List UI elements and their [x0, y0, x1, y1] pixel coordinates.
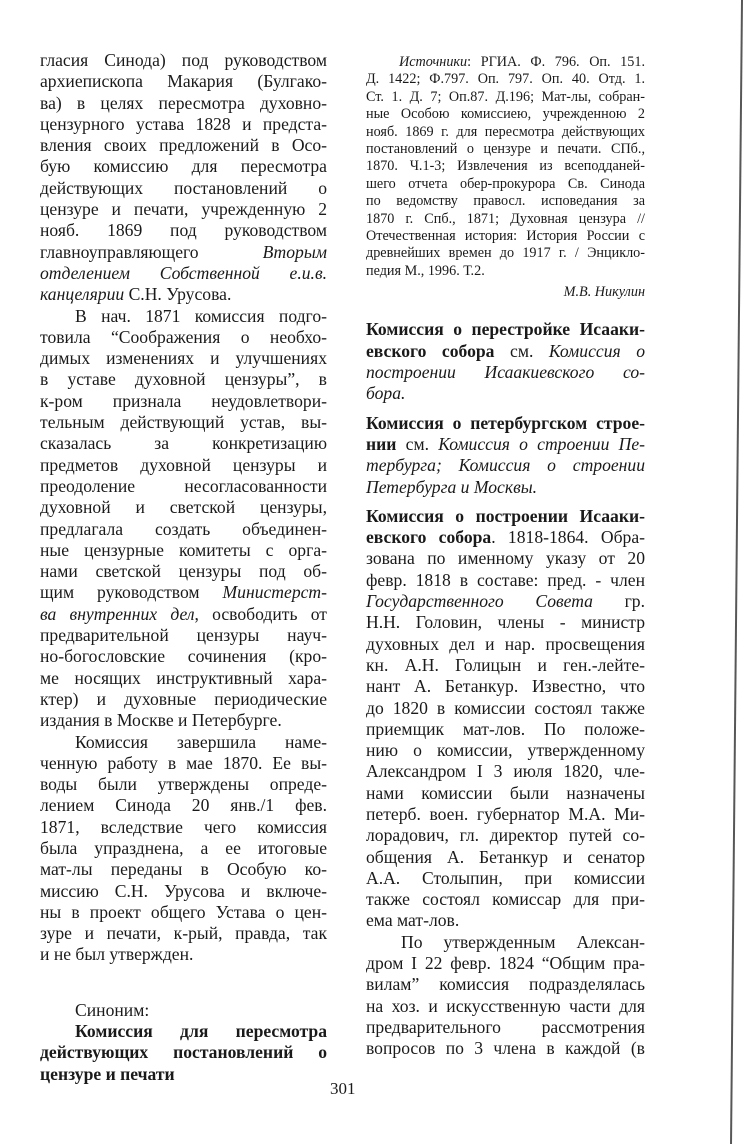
text-line: приемщик мат-лов. По положе- [366, 718, 645, 739]
cross-reference-link[interactable]: бора. [366, 383, 406, 404]
text-line: В нач. 1871 комиссия подго- [75, 305, 327, 326]
text-line [40, 284, 327, 305]
text-line: шего отчета обер-прокурора Св. Синода [366, 175, 645, 192]
text-line: По утвержденным Алексан- [401, 931, 645, 952]
cross-reference-link[interactable]: тербурга; Комиссия о строении [366, 455, 645, 476]
text-line: вилам” комиссия подразделялась [366, 974, 645, 995]
text-line: предлагала создать объединен- [40, 518, 327, 539]
text-line: нию о комиссии, утвержденному [366, 740, 645, 761]
cross-reference-link[interactable]: Комиссия о строении Пе- [438, 433, 645, 454]
text-line [40, 604, 327, 625]
entry-title: нии [366, 433, 397, 454]
text-line: также состоял комиссар для при- [366, 889, 645, 910]
cross-reference-link[interactable]: построении Исаакиевского со- [366, 362, 645, 383]
author-signature: М.В. Никулин [563, 284, 645, 301]
cross-reference-italic: Вторым [262, 241, 327, 262]
text-run: , освободить от [194, 603, 327, 624]
text-line: духовной и светской цензуры, [40, 497, 327, 518]
text-line: Ст. 1. Д. 7; Оп.87. Д.196; Мат-лы, собран- [366, 88, 645, 105]
text-line: издания в Москве и Петербурге. [40, 710, 282, 731]
text-line: димых изменениях и улучшениях [40, 348, 327, 369]
text-line: февр. 1818 в составе: пред. - член [366, 569, 645, 590]
sources-block [366, 54, 645, 301]
paragraph-completion [40, 732, 327, 966]
text-line: кн. А.Н. Голицын и ген.-лейте- [366, 654, 645, 675]
entry-title: евского собора [366, 340, 495, 361]
text-line: в уставе духовной цензуры”, в [40, 369, 327, 390]
text-line: миссию С.Н. Урусова и включе- [40, 880, 327, 901]
sources-label: Источники [399, 54, 468, 70]
cross-reference-italic: отделением Собственной е.и.в. [40, 262, 327, 283]
text-line: но-богословские сочинения (кро- [40, 646, 327, 667]
text-line: ва) в целях пересмотра духовно- [40, 92, 327, 113]
text-line: Александром I 3 июля 1820, чле- [366, 761, 645, 782]
text-line: общения А. Бетанкур и сенатор [366, 846, 645, 867]
scan-page-edge [730, 0, 743, 1144]
cross-reference-link[interactable]: Комиссия о [548, 340, 645, 361]
text-line: вопросов по 3 члена в каждой (в [366, 1038, 645, 1059]
synonym-label: Синоним: [75, 999, 150, 1020]
text-line: к-ром признала неудовлетвори- [40, 390, 327, 411]
see-label: см. [494, 340, 549, 361]
text-line: ченную работу в мае 1870. Ее вы- [40, 752, 327, 773]
text-line: ные Особою комиссиею, учрежденною 2 [366, 106, 645, 123]
entry-title: Комиссия о перестройке Исааки- [366, 319, 645, 340]
text-line: педия М., 1996. Т.2. [366, 262, 485, 279]
text-line: 1870 г. Спб., 1871; Духовная цензура // [366, 210, 645, 227]
text-line: древнейших времен до 1917 г. / Энцикло- [366, 245, 645, 262]
text-line [366, 341, 645, 362]
text-line: нояб. 1869 г. для пересмотра действующих [366, 123, 645, 140]
text-line: до 1820 в комиссии состоял также [366, 697, 645, 718]
text-line: Н.Н. Головин, члены - министр [366, 612, 645, 633]
text-line [366, 434, 645, 455]
text-line [366, 527, 645, 548]
text-line: цензурного устава 1828 и предста- [40, 113, 327, 134]
text-line: Комиссия завершила наме- [75, 731, 327, 752]
text-line: действующих постановлений о [40, 177, 327, 198]
text-line [366, 591, 645, 612]
text-line: 1871, вследствие чего комиссия [40, 816, 327, 837]
text-line: ны в проект общего Устава о цен- [40, 901, 327, 922]
text-line: нами комиссии были назначены [366, 782, 645, 803]
text-line: духовных дел и нар. просвещения [366, 633, 645, 654]
text-line: ема мат-лов. [366, 910, 460, 931]
cross-reference-italic: канцелярии [40, 284, 125, 305]
text-line: Отечественная история: История России с [366, 227, 645, 244]
text-line: бую комиссию для пересмотра [40, 156, 327, 177]
text-run: щим руководством [40, 582, 223, 603]
text-line: А.А. Столыпин, при комиссии [366, 867, 645, 888]
cross-reference-italic: Министерст- [222, 582, 327, 603]
text-line: ме носящих инструктивный хара- [40, 667, 327, 688]
entry-title: евского собора [366, 527, 492, 548]
left-column [40, 50, 327, 1085]
text-line [40, 582, 327, 603]
text-line: предварительной цензуры науч- [40, 625, 327, 646]
text-line: мат-лы переданы в Особую ко- [40, 859, 327, 880]
text-line: зуре и печати, к-рый, правда, так [40, 923, 327, 944]
text-line: воды были утверждены опреде- [40, 774, 327, 795]
right-column [366, 54, 645, 1060]
text-line: сказалась за конкретизацию [40, 433, 327, 454]
text-line: зована по именному указу от 20 [366, 548, 645, 569]
page-number: 301 [330, 1079, 356, 1098]
entry-title: Комиссия о петербургском строе- [366, 412, 645, 433]
text-line: вления своих предложений в Осо- [40, 135, 327, 156]
paragraph-commission-intro [40, 50, 327, 306]
see-label: см. [396, 433, 439, 454]
synonym-title: Комиссия для пересмотра [75, 1021, 327, 1042]
text-line: преодоление несогласованности [40, 475, 327, 496]
text-line: по ведомству правосл. исповедания за [366, 193, 645, 210]
paragraph-considerations [40, 306, 327, 732]
text-line: гласия Синода) под руководством [40, 50, 327, 70]
text-line: тельным действующий устав, вы- [40, 412, 327, 433]
text-line: архиепископа Макария (Булгако- [40, 71, 327, 92]
text-line: нояб. 1869 под руководством [40, 220, 327, 241]
text-line: была упразднена, а ее итоговые [40, 837, 327, 858]
text-line: предметов духовной цензуры и [40, 454, 327, 475]
text-run: гр. [592, 591, 645, 612]
text-line: лением Синода 20 янв./1 фев. [40, 795, 327, 816]
text-line: Д. 1422; Ф.797. Оп. 797. Оп. 40. Отд. 1. [366, 71, 645, 88]
text-line: постановлений о цензуре и печати. СПб., [366, 140, 645, 157]
synonym-title: цензуре и печати [40, 1063, 175, 1084]
text-run: : РГИА. Ф. 796. Оп. 151. [467, 54, 645, 70]
text-line: предварительного рассмотрения [366, 1016, 645, 1037]
text-line [40, 242, 327, 263]
synonym-title: действующих постановлений о [40, 1042, 327, 1063]
text-line: петерб. воен. губернатор М.А. Ми- [366, 804, 645, 824]
entry-title: Комиссия о построении Исааки- [366, 505, 645, 526]
text-line: нант А. Бетанкур. Известно, что [366, 676, 645, 697]
cross-reference-link[interactable]: Государственного Совета [366, 591, 593, 612]
text-line: дром I 22 февр. 1824 “Общим пра- [366, 953, 645, 974]
text-line: 1870. Ч.1-3; Извлечения из всеподданей- [366, 158, 645, 175]
cross-reference-italic: ва внутренних дел [40, 603, 195, 624]
text-run: главноуправляющего [40, 241, 199, 262]
text-run: . 1818-1864. Обра- [491, 527, 645, 548]
text-line: нами светской цензуры под об- [40, 561, 327, 582]
entry-spb-building [366, 413, 645, 498]
synonym-block [40, 1000, 327, 1085]
text-line [366, 54, 645, 71]
text-line: товила “Соображения о необхо- [40, 326, 327, 347]
text-line: ктер) и духовные периодические [40, 688, 327, 709]
text-line: цензуре и печати, учрежденную 2 [40, 199, 327, 220]
cross-reference-link[interactable]: Петербурга и Москвы. [366, 476, 538, 497]
text-line: лорадович, гл. директор путей со- [366, 825, 645, 846]
text-line: и не был утвержден. [40, 944, 194, 965]
text-line: на хоз. и искусственную части для [366, 995, 645, 1016]
entry-isaac-construction [366, 506, 645, 1060]
text-run: С.Н. Урусова. [124, 284, 232, 305]
entry-rebuild-isaac [366, 319, 645, 404]
text-line: ные цензурные комитеты с орга- [40, 539, 327, 560]
